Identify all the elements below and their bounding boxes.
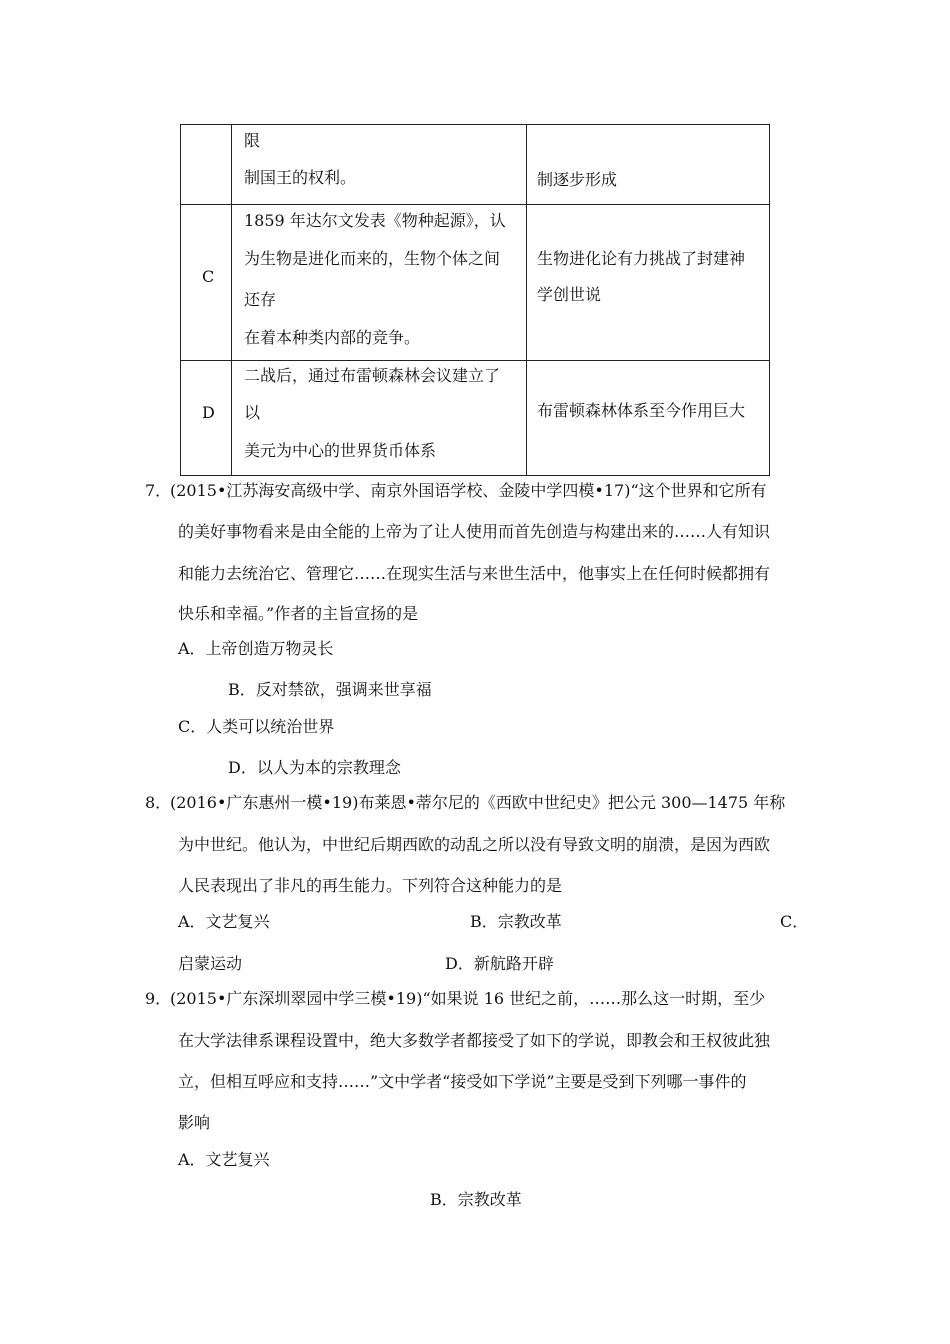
question-stem-line: 在大学法律系课程设置中，绝大多数学者都接受了如下的学说，即教会和王权彼此独 xyxy=(178,1031,771,1050)
row-label-cell xyxy=(181,205,232,361)
question-stem-line: 快乐和幸福。”作者的主旨宣扬的是 xyxy=(178,604,419,623)
option-b: B．宗教改革 xyxy=(470,912,562,931)
event-line: 美元为中心的世界货币体系 xyxy=(244,441,437,460)
row-label: D xyxy=(202,403,215,422)
event-line: 为生物是进化而来的，生物个体之间 xyxy=(244,249,501,268)
question-stem-line: 为中世纪。他认为，中世纪后期西欧的动乱之所以没有导致文明的崩溃，是因为西欧 xyxy=(178,835,771,854)
table-row xyxy=(181,125,770,205)
option-c: C． xyxy=(780,912,809,931)
option-d: D．新航路开辟 xyxy=(445,954,554,973)
significance-cell xyxy=(527,125,770,205)
event-line: 限 xyxy=(244,131,261,150)
question-stem-line: 立，但相互呼应和支持……”文中学者“接受如下学说”主要是受到下列哪一事件的 xyxy=(178,1072,747,1091)
option-c: C．人类可以统治世界 xyxy=(178,717,335,736)
event-line: 制国王的权利。 xyxy=(244,168,357,187)
table-row xyxy=(181,205,770,361)
row-label: C xyxy=(202,267,215,286)
option-a: A．上帝创造万物灵长 xyxy=(178,639,334,658)
question-stem-line: (2015•江苏海安高级中学、南京外国语学校、金陵中学四模•17)“这个世界和它所有 xyxy=(170,481,767,500)
event-line: 1859 年达尔文发表《物种起源》，认 xyxy=(244,211,506,230)
option-b: B．宗教改革 xyxy=(430,1190,522,1209)
option-c-text: 启蒙运动 xyxy=(178,954,243,973)
option-a: A．文艺复兴 xyxy=(178,912,270,931)
event-cell xyxy=(232,125,527,205)
option-a: A．文艺复兴 xyxy=(178,1150,270,1169)
event-line: 二战后，通过布雷顿森林会议建立了 xyxy=(244,366,501,385)
event-line: 还存 xyxy=(244,290,277,309)
significance-line: 制逐步形成 xyxy=(537,170,618,189)
question-stem-line: 人民表现出了非凡的再生能力。下列符合这种能力的是 xyxy=(178,876,563,895)
significance-cell xyxy=(527,361,770,476)
significance-cell xyxy=(527,205,770,361)
question-stem-line: 的美好事物看来是由全能的上帝为了让人使用而首先创造与构建出来的……人有知识 xyxy=(178,522,771,541)
row-label-cell xyxy=(181,125,232,205)
significance-line: 生物进化论有力挑战了封建神 xyxy=(537,249,746,268)
question-number: 8． xyxy=(145,793,172,812)
event-line: 在着本种类内部的竞争。 xyxy=(244,328,421,347)
significance-line: 布雷顿森林体系至今作用巨大 xyxy=(537,401,746,420)
question-stem-line: 影响 xyxy=(178,1113,211,1132)
event-line: 以 xyxy=(244,403,261,422)
answer-table xyxy=(180,124,770,476)
question-number: 9． xyxy=(145,989,172,1008)
question-stem-line: (2016•广东惠州一模•19)布莱恩•蒂尔尼的《西欧中世纪史》把公元 300—1475 年称 xyxy=(170,793,786,812)
option-d: D．以人为本的宗教理念 xyxy=(228,758,401,777)
question-stem-line: 和能力去统治它、管理它……在现实生活与来世生活中，他事实上在任何时候都拥有 xyxy=(178,564,771,583)
event-cell xyxy=(232,205,527,361)
table-row xyxy=(181,361,770,476)
event-cell xyxy=(232,361,527,476)
significance-line: 学创世说 xyxy=(537,285,602,304)
question-number: 7． xyxy=(145,481,172,500)
option-b: B．反对禁欲，强调来世享福 xyxy=(228,680,432,699)
row-label-cell xyxy=(181,361,232,476)
question-stem-line: (2015•广东深圳翠园中学三模•19)“如果说 16 世纪之前，……那么这一时期，至少 xyxy=(170,989,766,1008)
